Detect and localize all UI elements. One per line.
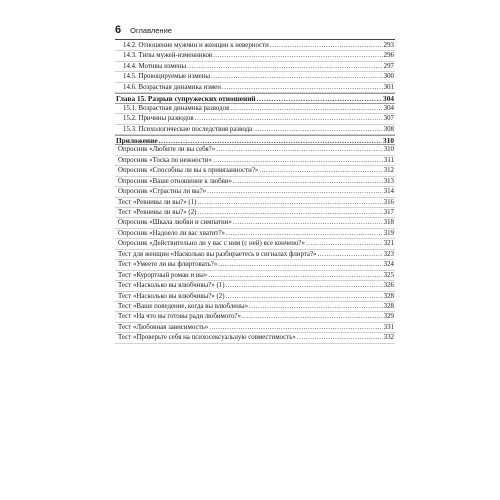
toc-entry-title: 15.2. Причины разводов — [123, 115, 194, 123]
toc-entry-title: Тест «Проверьте себя на психосексуальную совместимость» — [118, 334, 296, 342]
toc-entry-plain[interactable] — [115, 229, 395, 239]
toc-entry-title: Опросник «Страстны ли вы?» — [118, 188, 207, 196]
toc-entry-title: Тест «На что вы готовы ради любимого?» — [118, 313, 241, 321]
toc-entry-plain[interactable] — [115, 177, 395, 187]
toc-entry-title: Тест «Умеете ли вы флиртовать?» — [118, 261, 218, 269]
toc-entry-page: 328 — [383, 292, 394, 300]
toc-entry-plain[interactable] — [115, 250, 395, 260]
dot-leader — [208, 271, 382, 281]
dot-leader — [213, 51, 382, 61]
toc-entry-title: Тест «Насколько вы влюбчивы?» (1) — [118, 282, 225, 290]
toc-entry-title: Тест для женщин «Насколько вы разбираетесь в сигналах флирта?» — [118, 250, 317, 258]
toc-entry-section[interactable] — [115, 135, 395, 145]
toc-entry-page: 324 — [383, 261, 394, 269]
dot-leader — [226, 292, 383, 302]
toc-entry-page: 314 — [383, 188, 394, 196]
toc-entry-title: Тест «Ваше поведение, когда вы влюблены» — [118, 302, 249, 310]
toc-entry-title: 14.4. Мотивы измены — [123, 62, 187, 70]
toc-entry-title: Тест «Курортный роман и вы» — [118, 271, 208, 279]
toc-entry-plain[interactable] — [115, 145, 395, 155]
dot-leader — [270, 41, 383, 51]
dot-leader — [233, 177, 383, 187]
toc-entry-page: 328 — [383, 302, 394, 310]
toc-entry-plain[interactable] — [115, 239, 395, 249]
toc-entry-page: 316 — [383, 198, 394, 206]
toc-entry-page: 293 — [383, 42, 394, 49]
toc-entry-page: 321 — [383, 240, 394, 248]
dot-leader — [197, 208, 382, 218]
toc-entry-title: Тест «Ревнивы ли вы?» (2) — [118, 209, 197, 216]
toc-entry-page: 310 — [383, 146, 394, 154]
toc-entry-page: 304 — [383, 94, 394, 104]
toc-entry-title: Глава 15. Разрыв супружеских отношений — [116, 94, 256, 104]
toc-entry-plain[interactable] — [115, 218, 395, 228]
toc-entry-page: 317 — [383, 209, 394, 216]
dot-leader — [216, 145, 383, 155]
toc-entry-title: 15.3. Психологические последствия развода — [123, 125, 253, 133]
toc-entry-plain[interactable] — [115, 156, 395, 166]
dot-leader — [187, 62, 382, 72]
toc-entry-plain[interactable] — [115, 323, 395, 333]
toc-entry-title: 14.2. Отношение мужчин и женщин к неверности — [123, 42, 269, 49]
dot-leader — [242, 312, 383, 322]
page-header — [115, 24, 395, 38]
toc-entry-plain[interactable] — [115, 292, 395, 302]
toc-entry-title: Приложение — [116, 135, 158, 145]
toc-entry-title: Опросник «Любите ли вы себя?» — [118, 146, 216, 154]
toc-entry-page: 332 — [383, 334, 394, 342]
toc-entry-sub[interactable] — [115, 62, 395, 72]
toc-entry-plain[interactable] — [115, 271, 395, 281]
table-of-contents — [115, 41, 395, 344]
toc-entry-plain[interactable] — [115, 281, 395, 291]
toc-entry-page: 311 — [383, 156, 394, 164]
toc-entry-title: 14.5. Провоцируемые измены — [123, 73, 210, 81]
toc-entry-page: 304 — [383, 104, 394, 112]
dot-leader — [207, 187, 383, 197]
toc-entry-page: 307 — [383, 115, 394, 123]
toc-entry-plain[interactable] — [115, 302, 395, 312]
toc-entry-title: 14.3. Типы мужей-изменников — [123, 52, 213, 60]
toc-entry-plain[interactable] — [115, 208, 395, 218]
toc-entry-plain[interactable] — [115, 198, 395, 208]
toc-entry-plain[interactable] — [115, 166, 395, 176]
toc-entry-page: 323 — [383, 250, 394, 258]
dot-leader — [226, 229, 383, 239]
toc-entry-plain[interactable] — [115, 260, 395, 270]
toc-entry-page: 329 — [383, 313, 394, 321]
dot-leader — [259, 166, 382, 176]
toc-entry-sub[interactable] — [115, 72, 395, 82]
toc-entry-page: 308 — [383, 125, 394, 133]
toc-entry-page: 313 — [383, 177, 394, 185]
toc-entry-plain[interactable] — [115, 333, 395, 343]
dot-leader — [249, 302, 383, 312]
toc-entry-page: 325 — [383, 271, 394, 279]
toc-entry-page: 318 — [383, 219, 394, 227]
toc-entry-page: 319 — [383, 229, 394, 237]
toc-entry-title: 14.6. Возрастная динамика измен — [123, 83, 221, 91]
dot-leader — [195, 114, 383, 124]
toc-entry-sub[interactable] — [115, 104, 395, 114]
dot-leader — [222, 83, 383, 93]
dot-leader — [297, 333, 383, 343]
dot-leader — [213, 156, 383, 166]
running-title: Оглавление — [130, 26, 172, 35]
dot-leader — [233, 218, 383, 228]
toc-entry-sub[interactable] — [115, 125, 395, 135]
dot-leader — [211, 72, 383, 82]
toc-entry-title: Опросник «Способны ли вы к привязанности?» — [118, 167, 259, 175]
header-rule — [115, 39, 395, 40]
dot-leader — [197, 198, 382, 208]
toc-entry-page: 310 — [383, 135, 394, 145]
toc-entry-sub[interactable] — [115, 41, 395, 51]
toc-entry-title: Опросник «Тоска по нежности» — [118, 156, 212, 164]
dot-leader — [306, 239, 383, 249]
toc-entry-plain[interactable] — [115, 187, 395, 197]
toc-entry-page: 296 — [383, 52, 394, 60]
dot-leader — [218, 260, 382, 270]
toc-entry-title: Опросник «Действительно ли у вас с ним (с ней) все кончено?» — [118, 240, 305, 248]
toc-entry-title: Тест «Ревнивы ли вы?» (1) — [118, 198, 197, 206]
toc-entry-sub[interactable] — [115, 114, 395, 124]
toc-entry-sub[interactable] — [115, 83, 395, 93]
toc-entry-sub[interactable] — [115, 51, 395, 61]
toc-entry-page: 297 — [383, 62, 394, 70]
toc-entry-page: 331 — [383, 323, 394, 331]
dot-leader — [226, 281, 383, 291]
toc-entry-plain[interactable] — [115, 312, 395, 322]
toc-entry-chapter[interactable] — [115, 93, 395, 103]
page-number: 6 — [115, 24, 122, 36]
toc-entry-title: Опросник «Шкала любви и симпатии» — [118, 219, 232, 227]
dot-leader — [230, 104, 382, 114]
dot-leader — [317, 250, 382, 260]
toc-entry-title: Тест «Любовная зависимость» — [118, 323, 209, 331]
toc-entry-title: Опросник «Надоело ли вас хватит?» — [118, 229, 225, 237]
toc-entry-page: 300 — [383, 73, 394, 81]
toc-entry-title: Тест «Насколько вы влюбчивы?» (2) — [118, 292, 225, 300]
toc-entry-title: Опросник «Ваше отношение к любви» — [118, 177, 232, 185]
toc-entry-title: 15.1. Возрастная динамика разводов — [123, 104, 230, 112]
dot-leader — [253, 125, 383, 135]
toc-entry-page: 312 — [383, 167, 394, 175]
dot-leader — [209, 323, 382, 333]
toc-entry-page: 301 — [383, 83, 394, 91]
toc-entry-page: 326 — [383, 282, 394, 290]
